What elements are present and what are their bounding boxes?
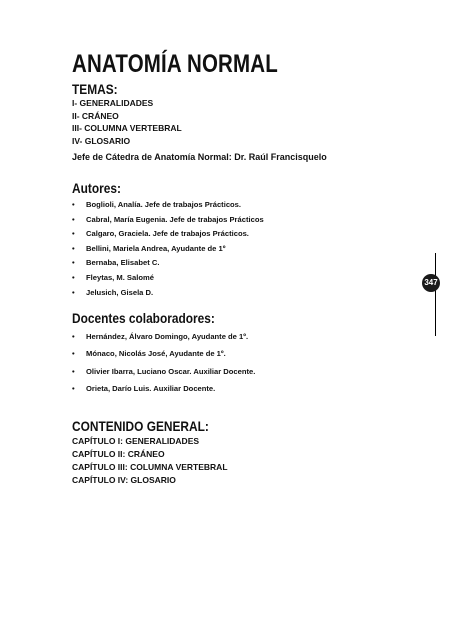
- bullet-icon: •: [72, 332, 75, 341]
- autores-list: [72, 198, 264, 300]
- temas-heading: TEMAS:: [72, 81, 118, 97]
- autor-name: Calgaro, Graciela. Jefe de trabajos Prácticos.: [86, 229, 249, 239]
- autor-name: Bernaba, Elisabet C.: [86, 258, 160, 268]
- autor-item: [72, 227, 264, 242]
- jefe-catedra: Jefe de Cátedra de Anatomía Normal: Dr. Raúl Francisquelo: [72, 152, 327, 162]
- bullet-icon: •: [72, 272, 75, 282]
- bullet-icon: •: [72, 214, 75, 224]
- docente-name: Olivier Ibarra, Luciano Oscar. Auxiliar Docente.: [86, 366, 256, 376]
- autor-item: [72, 198, 264, 213]
- autor-item: [72, 256, 264, 271]
- capitulo-item: CAPÍTULO III: COLUMNA VERTEBRAL: [72, 462, 228, 472]
- capitulo-item: CAPÍTULO I: GENERALIDADES: [72, 436, 200, 446]
- bullet-icon: •: [72, 258, 75, 268]
- temas-item: IV- GLOSARIO: [72, 135, 131, 146]
- page-number: 347: [422, 274, 440, 292]
- contenido-list: [72, 435, 228, 487]
- docente-item: [72, 345, 255, 362]
- capitulo-item: CAPÍTULO II: CRÁNEO: [72, 449, 165, 459]
- bullet-icon: •: [72, 200, 75, 209]
- autor-item: [72, 271, 264, 286]
- docente-item: [72, 380, 255, 397]
- temas-item: III- COLUMNA VERTEBRAL: [72, 123, 182, 133]
- temas-list: [72, 97, 182, 147]
- autor-name: Fleytas, M. Salomé: [86, 272, 154, 282]
- docentes-heading: Docentes colaboradores:: [72, 310, 215, 326]
- bullet-icon: •: [72, 229, 75, 239]
- page-title: ANATOMÍA NORMAL: [72, 50, 278, 78]
- autor-name: Jelusich, Gisela D.: [86, 287, 154, 297]
- margin-rule: [435, 253, 436, 336]
- autor-name: Cabral, María Eugenia. Jefe de trabajos Prácticos: [86, 214, 264, 224]
- temas-item: II- CRÁNEO: [72, 110, 119, 121]
- contenido-heading: CONTENIDO GENERAL:: [72, 418, 209, 434]
- docente-name: Mónaco, Nicolás José, Ayudante de 1º.: [86, 349, 226, 359]
- bullet-icon: •: [72, 383, 75, 393]
- bullet-icon: •: [72, 366, 75, 376]
- bullet-icon: •: [72, 349, 75, 359]
- temas-item: I- GENERALIDADES: [72, 98, 154, 108]
- autores-heading: Autores:: [72, 180, 121, 196]
- autor-name: Bellini, Mariela Andrea, Ayudante de 1º: [86, 243, 226, 253]
- docentes-list: [72, 328, 255, 397]
- docente-item: [72, 328, 255, 345]
- autor-item: [72, 242, 264, 257]
- autor-item: [72, 286, 264, 301]
- docente-name: Orieta, Darío Luis. Auxiliar Docente.: [86, 383, 216, 393]
- docente-item: [72, 363, 255, 380]
- autor-name: Boglioli, Analía. Jefe de trabajos Prácticos.: [86, 200, 242, 209]
- capitulo-item: CAPÍTULO IV: GLOSARIO: [72, 475, 176, 485]
- bullet-icon: •: [72, 243, 75, 253]
- docente-name: Hernández, Álvaro Domingo, Ayudante de 1º.: [86, 332, 249, 341]
- autor-item: [72, 213, 264, 228]
- bullet-icon: •: [72, 287, 75, 297]
